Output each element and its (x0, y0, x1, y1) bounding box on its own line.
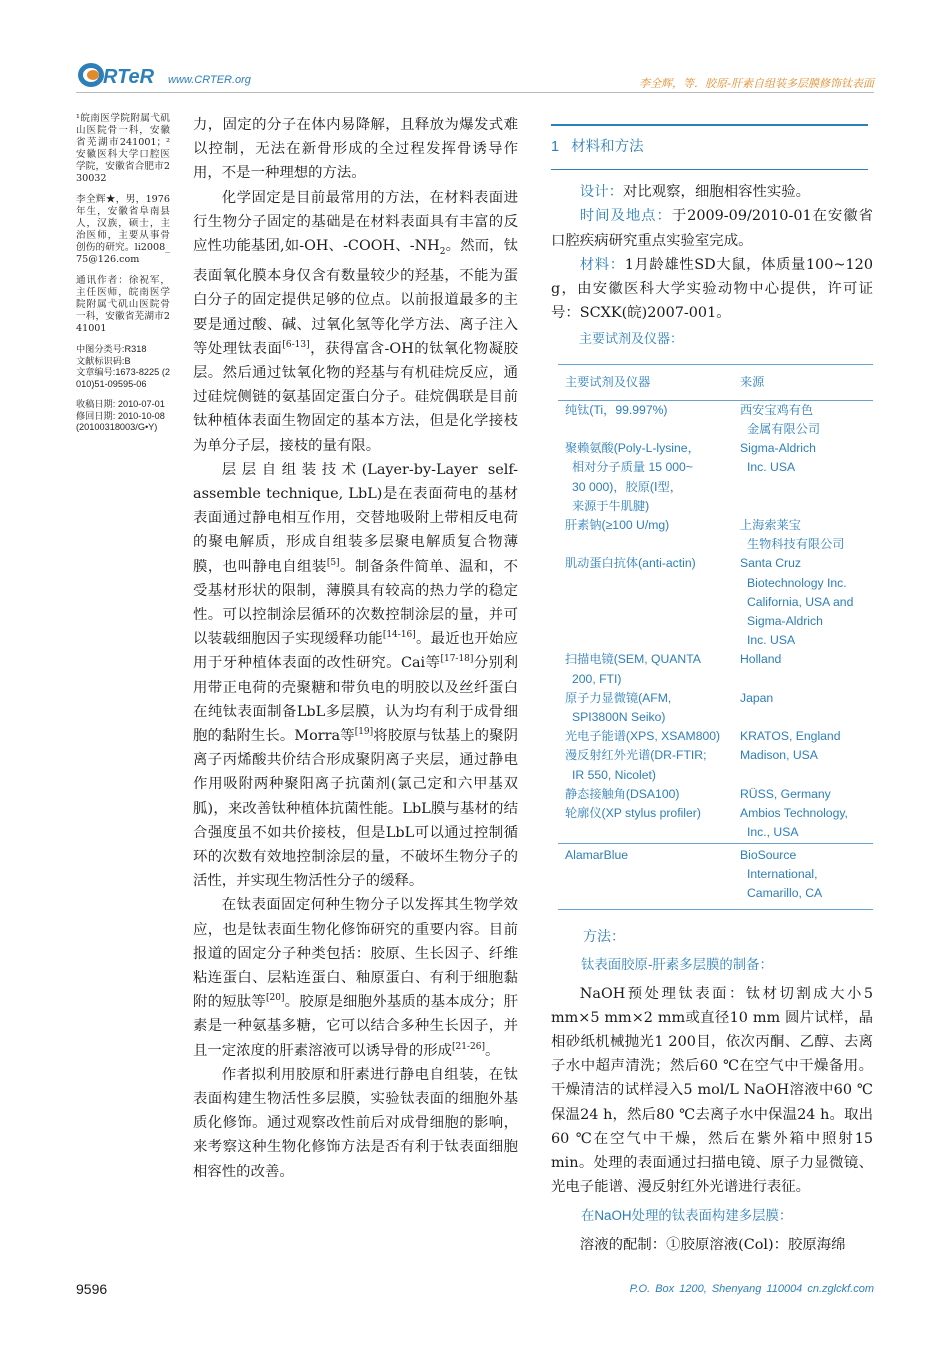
table-cell-item: AlamarBlue (558, 843, 733, 910)
table-header: 来源 (733, 364, 873, 400)
table-row (558, 516, 873, 554)
reagents-table (558, 364, 873, 910)
table-row (558, 400, 873, 439)
design-paragraph: 设计：对比观察，细胞相容性实验。 (579, 184, 811, 201)
table-row (558, 804, 873, 843)
table-cell-source: KRATOS, England (740, 729, 841, 744)
table-cell-item: 静态接触角(DSA100) (565, 786, 680, 801)
table-cell-item: 扫描电镜(SEM, QUANTA 200, FTI) (565, 652, 701, 686)
table-cell-source: Santa Cruz Biotechnology Inc. California, USA and Sigma-Aldrich Inc. USA (740, 556, 854, 648)
section-heading: 1 材料和方法 (551, 139, 644, 155)
table-cell-source: Japan (740, 690, 774, 705)
table-cell-item: 聚赖氨酸(Poly-L-lysine， 相对分子质量 15 000~ 30 000)，胶原(Ⅰ型， 来源于牛肌腱) (565, 441, 700, 513)
table-cell-item: 漫反射红外光谱(DR-FTIR; IR 550, Nicolet) (565, 748, 707, 782)
paragraph: 化学固定是目前最常用的方法，在材料表面进行生物分子固定的基础是在材料表面具有丰富的反应性功能基团,如-OH、-COOH、$-NH_2$。然而，钛表面氧化膜本身仅含有数量较少的羟基，不能为蛋白分子的固定提供足够的位点。以前报道最多的主要是通过酸、碱、过氧化氢等化学方法、离子注入等处理钛表面[6-13]，获得富含-OH的钛氧化物凝胶层。然后通过钛氧化物的羟基与有机硅烷反应，通过硅烷侧链的氨基固定蛋白分子。硅烷偶联是目前钛种植体表面生物固定的基本方法，但是化学接枝为单分子层，接枝的量有限。 (193, 189, 518, 454)
table-cell-item: 肌动蛋白抗体(anti-actin) (565, 556, 696, 571)
table-row (558, 746, 873, 784)
table-row (558, 439, 873, 516)
time-paragraph: 时间及地点：于2009-09/2010-01在安徽省口腔疾病研究重点实验室完成。 (551, 208, 873, 249)
running-head: 李全辉，等．胶原-肝素自组装多层膜修饰钛表面 (639, 77, 874, 90)
correspondence: 通讯作者：徐祝军，主任医师，皖南医学院附属弋矶山医院骨一科，安徽省芜湖市241001 (76, 275, 170, 334)
right-column (551, 124, 873, 1257)
page-header (0, 0, 950, 110)
table-header: 主要试剂及仪器 (558, 364, 733, 400)
svg-text:RTeR: RTeR (103, 66, 155, 88)
crter-logo-icon (76, 58, 166, 90)
table-row (558, 843, 873, 910)
section-rule (551, 169, 868, 170)
table-cell-source: 西安宝鸡有色 金属有限公司 (740, 402, 821, 437)
table-row (558, 727, 873, 746)
table-cell-source: Ambios Technology, Inc., USA (740, 806, 848, 840)
reagents-title: 主要试剂及仪器： (579, 331, 684, 347)
page-number: 9596 (76, 1281, 108, 1297)
table-cell-item: 肝素钠(≥100 U/mg) (565, 518, 670, 533)
dates: 收稿日期: 2010-07-01 修回日期: 2010-10-08 (20100318003/G•Y) (76, 399, 165, 432)
build-title: 在NaOH处理的钛表面构建多层膜： (581, 1208, 793, 1224)
site-url[interactable]: www.CRTER.org (168, 74, 251, 86)
section-rule (551, 124, 868, 126)
author-email[interactable]: li2008_75@126.com (76, 242, 170, 265)
header-rule (76, 92, 874, 93)
table-cell-item: 光电子能谱(XPS, XSAM800) (565, 729, 721, 744)
table-cell-item: 纯钛(Ti，99.997%) (565, 402, 668, 417)
table-row (558, 554, 873, 650)
table-cell-source: Madison, USA (740, 748, 818, 763)
table-cell-source: BioSource International, Camarillo, CA (733, 843, 873, 910)
paragraph: 层层自组装技术(Layer-by-Layer self-assemble technique, LbL)是在表面荷电的基材表面通过静电相互作用，交替地吸附上带相反电荷的聚电解质，形成自组装多层聚电解质复合物薄膜，也叫静电自组装[5]。制备条件简单、温和，不受基材形状的限制，薄膜具有较高的热力学的稳定性。可以控制涂层循环的次数控制涂层的量，并可以装载细胞因子实现缓释功能[14-16]。最近也开始应用于牙种植体表面的改性研究。Cai等[17-18]分别利用带正电荷的壳聚糖和带负电的明胶以及丝纤蛋白在纯钛表面制备LbL多层膜，认为均有利于成骨细胞的黏附生长。Morra等[19]将胶原与钛基上的聚阴离子丙烯酸共价结合形成聚阴离子夹层，通过静电作用吸附两种聚阳离子抗菌剂(氯己定和六甲基双胍)，来改善钛种植体抗菌性能。LbL膜与基材的结合强度虽不如共价接枝，但是LbL可以通过控制循环的次数有效地控制涂层的量，不破坏生物分子的活性，并实现生物活性分子的缓释。 (193, 461, 518, 890)
paragraph: 力，固定的分子在体内易降解，且释放为爆发式难以控制，无法在新骨形成的全过程发挥骨诱导作用，不是一种理想的方法。 (193, 117, 518, 182)
author-bio: 李全辉★，男，1976年生，安徽省阜南县人，汉族，硕士，主治医师，主要从事骨创伤的研究。li2008_75@126.com (76, 194, 170, 265)
paragraph: 作者拟利用胶原和肝素进行静电自组装，在钛表面构建生物活性多层膜，实验钛表面的细胞外基质化修饰。通过观察改性前后对成骨细胞的影响，来考察这种生物化修饰方法是否有利于钛表面细胞相容性的改善。 (193, 1066, 518, 1180)
table-cell-source: 上海索莱宝 生物科技有限公司 (740, 518, 845, 552)
table-cell-source: Sigma-Aldrich Inc. USA (740, 441, 816, 475)
prep-title: 钛表面胶原-肝素多层膜的制备： (581, 957, 773, 973)
solution-paragraph: 溶液的配制：①胶原溶液(Col)：胶原海绵 (579, 1236, 846, 1253)
methods-label: 方法： (583, 928, 625, 945)
table-row (558, 785, 873, 804)
table-cell-source: RÜSS, Germany (740, 786, 831, 801)
table-cell-source: Holland (740, 652, 782, 667)
naoh-paragraph: NaOH预处理钛表面：钛材切割成大小5 mm×5 mm×2 mm或直径10 mm 圆片试样，晶相砂纸机械抛光1 200目，依次丙酮、乙醇、去离子水中超声清洗；然后60 ℃在空气中干燥备用。干燥清洁的试样浸入5 mol/L NaOH溶液中60 ℃保温24 h，然后80 ℃去离子水中保温24 h。取出60 ℃在空气中干燥，然后在紫外箱中照射15 min。处理的表面通过扫描电镜、原子力显微镜、光电子能谱、漫反射红外光谱进行表征。 (551, 985, 873, 1196)
table-row (558, 689, 873, 727)
table-cell-item: 原子力显微镜(AFM, SPI3800N Seiko) (565, 690, 672, 725)
table-cell-item: 轮廓仪(XP stylus profiler) (565, 806, 701, 821)
article-codes: 中图分类号:R318 文献标识码:B 文章编号:1673-8225 (2010)51-09595-06 (76, 344, 170, 389)
table-row (558, 650, 873, 688)
middle-column (193, 113, 518, 1184)
sidebar (76, 113, 170, 443)
paragraph: 在钛表面固定何种生物分子以发挥其生物学效应，也是钛表面生物化修饰研究的重要内容。目前报道的固定分子种类包括：胶原、生长因子、纤维粘连蛋白、层粘连蛋白、釉原蛋白、有利于细胞黏附的短肽等[20]。胶原是细胞外基质的基本成分；肝素是一种氨基多糖，它可以结合多种生长因子，并且一定浓度的肝素溶液可以诱导骨的形成[21-26]。 (193, 897, 518, 1059)
material-paragraph: 材料：1月龄雄性SD大鼠，体质量100~120 g，由安徽医科大学实验动物中心提供，许可证号：SCXK(皖)2007-001。 (551, 256, 873, 322)
affiliation: ¹皖南医学院附属弋矶山医院骨一科，安徽省芜湖市241001；²安徽医科大学口腔医学院，安徽省合肥市230032 (76, 113, 170, 184)
footer-address: P.O. Box 1200, Shenyang 110004 cn.zglckf.com (629, 1283, 874, 1295)
